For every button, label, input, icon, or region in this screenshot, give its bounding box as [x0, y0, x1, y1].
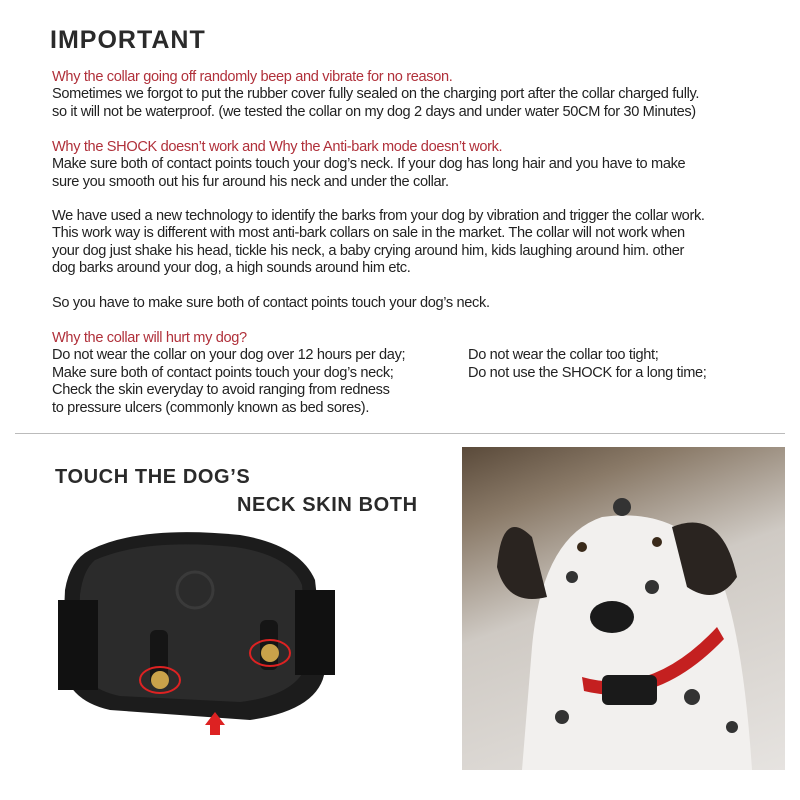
text-line: This work way is different with most anti-bark collars on sale in the market. The collar will not work when [52, 225, 685, 242]
section-hurt-right [468, 347, 707, 382]
text-line: to pressure ulcers (commonly known as bed sores). [52, 399, 370, 416]
section-heading: Why the collar going off randomly beep and vibrate for no reason. [52, 69, 453, 85]
text-line: Make sure both of contact points touch your dog’s neck. If your dog has long hair and you have to make [52, 156, 686, 173]
contact-points-note: So you have to make sure both of contact points touch your dog’s neck. [52, 295, 490, 311]
section-technology [52, 208, 705, 278]
text-line: Do not wear the collar too tight; [468, 347, 659, 364]
dog-photo [462, 447, 785, 770]
section-collar-beep [52, 69, 699, 121]
divider [15, 433, 785, 434]
text-line: Make sure both of contact points touch your dog’s neck; [52, 364, 394, 381]
text-line: dog barks around your dog, a high sounds around him etc. [52, 260, 411, 277]
text-line: Sometimes we forgot to put the rubber cover fully sealed on the charging port after the collar charged fully. [52, 86, 700, 103]
section-heading: Why the SHOCK doesn’t work and Why the Anti-bark mode doesn’t work. [52, 139, 503, 155]
collar-receiver-image [50, 520, 350, 740]
bottom-heading-line2: NECK SKIN BOTH [237, 494, 418, 516]
text-line: Do not wear the collar on your dog over 12 hours per day; [52, 347, 406, 364]
text-line: Do not use the SHOCK for a long time; [468, 364, 707, 381]
bottom-heading-line1: TOUCH THE DOG’S [55, 466, 251, 488]
section-heading: Why the collar will hurt my dog? [52, 330, 247, 346]
text-line: so it will not be waterproof. (we tested the collar on my dog 2 days and under water 50CM for 30 Minutes) [52, 103, 696, 120]
text-line: sure you smooth out his fur around his neck and under the collar. [52, 173, 449, 190]
page-title: IMPORTANT [50, 26, 206, 54]
text-line: your dog just shake his head, tickle his neck, a baby crying around him, kids laughing around him. other [52, 242, 685, 259]
section-hurt [52, 330, 405, 417]
section-shock [52, 139, 685, 191]
text-line: Check the skin everyday to avoid ranging from redness [52, 382, 390, 399]
text-line: We have used a new technology to identify the barks from your dog by vibration and trigger the collar work. [52, 208, 705, 224]
